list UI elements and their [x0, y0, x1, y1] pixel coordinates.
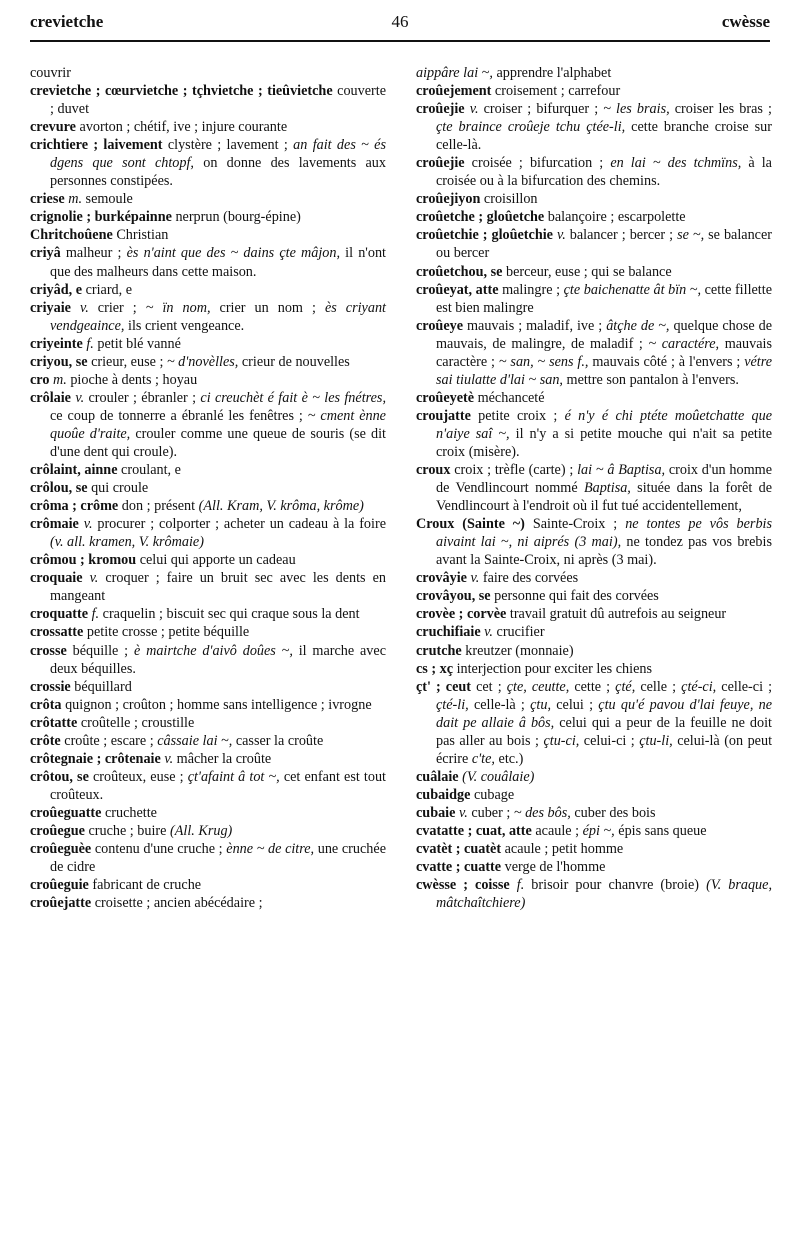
headword: croux — [416, 462, 451, 479]
definition-text: malheur ; — [60, 245, 127, 262]
headword: croûeyetè — [416, 389, 475, 406]
running-head-first-entry: crevietche — [30, 12, 104, 31]
dictionary-entry — [30, 894, 386, 912]
definition-text: celle ; — [635, 678, 682, 695]
headword: criyâ — [30, 245, 61, 262]
dictionary-entry — [30, 479, 386, 497]
dictionary-entry — [30, 822, 386, 840]
dictionary-entry — [30, 732, 386, 750]
dictionary-entry — [30, 605, 386, 623]
definition-text: croix ; trèfle (carte) ; — [450, 462, 578, 479]
page-header — [30, 12, 770, 38]
italic-text: f. — [509, 877, 525, 894]
dictionary-entry — [416, 515, 772, 569]
definition-text: se balancer ou bercer — [436, 227, 772, 262]
headword: croûegue — [30, 822, 85, 839]
italic-text: v. — [464, 101, 479, 118]
definition-text: couverte ; duvet — [50, 83, 386, 118]
italic-text: f. — [88, 606, 100, 623]
headword: cro — [30, 371, 50, 388]
dictionary-entry — [30, 371, 386, 389]
definition-text: il n'y a si petite mouche qui n'ait sa petite croix (misère). — [436, 425, 772, 460]
italic-text: çté-ci, — [681, 678, 717, 695]
dictionary-entry — [30, 226, 386, 244]
headword: croûeguatte — [30, 804, 102, 821]
definition-text: croquer ; faire un bruit sec avec les dents en mangeant — [50, 570, 386, 605]
italic-text: aippâre lai ~, — [416, 65, 493, 81]
definition-text: fabricant de cruche — [88, 877, 202, 894]
italic-text: çtu, — [530, 696, 552, 713]
italic-text: (v. all. kramen, V. krômaie) — [50, 534, 204, 551]
headword: crovâyou, se — [416, 588, 491, 605]
italic-text: ès n'aint que des ~ dains çte mâjon, — [126, 245, 341, 262]
headword: crôlaie — [30, 389, 71, 406]
italic-text: çt'afaint â tot ~, — [187, 768, 280, 785]
dictionary-entry — [30, 569, 386, 605]
headword: cvatatte ; cuat, atte — [416, 822, 532, 839]
headword: cwèsse ; coisse — [416, 877, 510, 894]
definition-text: celle-là ; — [468, 696, 531, 713]
definition-text: celui-ci ; — [579, 732, 640, 749]
definition-text: balancer ; bercer ; — [565, 227, 678, 244]
definition-text: mauvais côté ; à l'envers ; — [588, 353, 745, 370]
headword: criese — [30, 191, 65, 208]
headword: crossatte — [30, 624, 84, 641]
dictionary-entry — [416, 389, 772, 407]
definition-text: croiser les bras ; — [669, 101, 772, 118]
definition-text: apprendre l'alphabet — [492, 65, 612, 81]
definition-text: malingre ; — [498, 281, 564, 298]
definition-text: croisillon — [480, 191, 538, 208]
dictionary-entry — [416, 623, 772, 641]
definition-text: verge de l'homme — [501, 859, 606, 876]
dictionary-entry — [416, 569, 772, 587]
headword: crôte — [30, 732, 61, 749]
dictionary-entry — [30, 714, 386, 732]
definition-text: béquillard — [70, 678, 132, 695]
definition-text: brisoir pour chanvre (broie) — [524, 877, 707, 894]
definition-text: ce coup de tonnerre a ébranlé les fenêtres ; — [50, 407, 308, 424]
headword: croûetchie ; gloûetchie — [416, 227, 553, 244]
dictionary-entry — [30, 136, 386, 190]
headword: cs ; xç — [416, 660, 454, 677]
definition-text: petite crosse ; petite béquille — [83, 624, 250, 641]
definition-text: kreutzer (monnaie) — [461, 642, 574, 659]
definition-text: ils crient vengeance. — [124, 317, 245, 334]
page-number: 46 — [391, 12, 409, 31]
headword: crutche — [416, 642, 462, 659]
italic-text: è mairtche d'aivô doûes ~, — [133, 642, 293, 659]
headword: crôlaint, ainne — [30, 462, 118, 479]
definition-text: petit blé vanné — [93, 335, 181, 352]
dictionary-entry — [416, 605, 772, 623]
headword: croûeguie — [30, 877, 89, 894]
header-rule — [30, 40, 770, 42]
definition-text: croisette ; ancien abécédaire ; — [91, 895, 263, 912]
italic-text: an fait des ~ és dgens que sont chtopf, — [50, 137, 387, 172]
headword: croûeye — [416, 317, 464, 334]
definition-text: etc.) — [494, 750, 524, 767]
dictionary-entry — [30, 64, 386, 82]
definition-text: nerprun (bourg-épine) — [171, 209, 301, 226]
definition-text: semoule — [82, 191, 133, 208]
definition-text: contenu d'une cruche ; — [91, 841, 227, 858]
running-head-last-entry: cwèsse — [721, 12, 770, 31]
headword: cubaie — [416, 804, 456, 821]
dictionary-entry — [30, 804, 386, 822]
italic-text: çtu-li, — [639, 732, 673, 749]
definition-text: celui qui a peur de la feuille ne doit pas aller au bois ; — [436, 714, 772, 749]
headword: crovâyie — [416, 570, 467, 587]
headword: crôta — [30, 696, 62, 713]
definition-text: personne qui fait des corvées — [490, 588, 659, 605]
definition-text: croûtelle ; croustille — [77, 714, 195, 731]
italic-text: ~ d'novèlles, — [166, 353, 239, 370]
italic-text: é n'y é chi ptéte moûetchatte que n'aiye saî ~, — [436, 407, 773, 442]
headword: croquaie — [30, 570, 83, 587]
definition-text: épis sans queue — [614, 822, 707, 839]
definition-text: il n'ont que des malheurs dans cette maison. — [50, 245, 386, 280]
dictionary-entry — [30, 353, 386, 371]
dictionary-entry — [30, 299, 386, 335]
definition-text: acaule ; petit homme — [501, 841, 624, 858]
italic-text: v. — [70, 389, 85, 406]
italic-text: ~ ïn nom, — [145, 299, 211, 316]
definition-text: méchanceté — [474, 389, 545, 406]
definition-text: procurer ; colporter ; acheter un cadeau à la foire — [92, 516, 386, 533]
dictionary-entry — [416, 190, 772, 208]
definition-text: avorton ; chétif, ive ; injure courante — [75, 119, 288, 136]
dictionary-entry — [30, 750, 386, 768]
italic-text: ès criyant vendgeaince, — [50, 299, 386, 334]
italic-text: çte braince croûeje tchu çtée-li, — [436, 119, 626, 136]
dictionary-entry — [30, 82, 386, 118]
definition-text: celui qui apporte un cadeau — [136, 552, 296, 569]
dictionary-entry — [30, 208, 386, 226]
headword: cvatèt ; cuatèt — [416, 841, 502, 858]
dictionary-entry — [30, 118, 386, 136]
headword: crovèe ; corvèe — [416, 606, 507, 623]
definition-text: ne tondez pas vos brebis avant la Sainte-Croix, ni après (3 mai). — [436, 534, 772, 569]
italic-text: çté-li, — [436, 696, 469, 713]
dictionary-entry — [30, 678, 386, 696]
italic-text: çte, ceutte, — [506, 678, 570, 695]
dictionary-entry — [30, 497, 386, 515]
definition-text: à la croisée ou à la bifurcation des chemins. — [436, 155, 772, 190]
italic-text: çtu-ci, — [543, 732, 580, 749]
definition-text: cuber des bois — [570, 804, 656, 821]
dictionary-entry — [30, 623, 386, 641]
definition-text: balançoire ; escarpolette — [544, 209, 686, 226]
dictionary-entry — [30, 840, 386, 876]
definition-text: croûte ; escare ; — [60, 732, 158, 749]
italic-text: v. — [70, 299, 89, 316]
headword: criyaie — [30, 299, 71, 316]
headword: croûeyat, atte — [416, 281, 499, 298]
italic-text: ~ les brais, — [603, 101, 670, 118]
definition-text: on donne des lavements aux personnes constipées. — [50, 155, 386, 190]
headword: crômaie — [30, 516, 79, 533]
italic-text: épi ~, — [582, 822, 615, 839]
definition-text: cet ; — [471, 678, 507, 695]
definition-text: quignon ; croûton ; homme sans intelligence ; ivrogne — [61, 696, 372, 713]
definition-text: cruchette — [101, 804, 157, 821]
definition-text: celui ; — [551, 696, 599, 713]
italic-text: ~ des bôs, — [513, 804, 571, 821]
italic-text: v. — [160, 750, 174, 767]
definition-text: craquelin ; biscuit sec qui craque sous la dent — [99, 606, 360, 623]
definition-text: croûteux, euse ; — [88, 768, 188, 785]
italic-text: ~ caractére, — [648, 335, 720, 352]
headword: crôlou, se — [30, 480, 88, 497]
dictionary-entry — [416, 786, 772, 804]
definition-text: crier un nom ; — [210, 299, 325, 316]
headword: croûejie — [416, 101, 465, 118]
headword: croûetche ; gloûetche — [416, 209, 545, 226]
italic-text: v. — [82, 570, 99, 587]
italic-text: çtu qu'é pavou d'lai feuye, ne dait pe allaie â bôs, — [436, 696, 773, 731]
italic-text: ~ cment ènne quoûe d'raite, — [50, 407, 386, 442]
italic-text: ènne ~ de citre, — [226, 841, 315, 858]
definition-text: crucifier — [492, 624, 545, 641]
italic-text: vétre sai tiulatte d'lai ~ san, — [436, 353, 773, 388]
headword: crossie — [30, 678, 71, 695]
dictionary-entry — [416, 226, 772, 262]
dictionary-entry — [416, 100, 772, 154]
headword: croujatte — [416, 407, 471, 424]
definition-text: il marche avec deux béquilles. — [50, 642, 386, 677]
dictionary-entry — [416, 461, 772, 515]
italic-text: v. — [455, 804, 468, 821]
definition-text: petite croix ; — [470, 407, 565, 424]
italic-text: ne tontes pe vôs berbis aivaint lai ~, ni aiprés (3 mai), — [436, 516, 772, 551]
definition-text: berceur, euse ; qui se balance — [502, 263, 672, 280]
dictionary-entry — [416, 64, 772, 82]
definition-text: casser la croûte — [232, 732, 324, 749]
headword: croûejie — [416, 155, 465, 172]
dictionary-entry — [416, 660, 772, 678]
dictionary-entry — [416, 587, 772, 605]
dictionary-entry — [416, 840, 772, 858]
headword: crôtegnaie ; crôtenaie — [30, 750, 161, 767]
italic-text: lai ~ â Baptisa, — [577, 462, 666, 479]
definition-text: croisement ; carrefour — [491, 83, 621, 100]
definition-text: croiser ; bifurquer ; — [478, 101, 604, 118]
dictionary-entry — [416, 804, 772, 822]
italic-text: ci creuchèt é fait è ~ les fnétres, — [200, 389, 386, 406]
dictionary-entry — [416, 768, 772, 786]
italic-text: (All. Krug) — [170, 822, 233, 839]
dictionary-entry — [416, 822, 772, 840]
definition-text: faire des corvées — [479, 570, 579, 587]
headword: croûejement — [416, 83, 492, 100]
definition-text: croisée ; bifurcation ; — [464, 155, 611, 172]
definition-text: mâcher la croûte — [173, 750, 272, 767]
headword: croûeguèe — [30, 841, 92, 858]
italic-text: câssaie lai ~, — [157, 732, 233, 749]
definition-text: Sainte-Croix ; — [524, 516, 626, 533]
headword: crôma ; crôme — [30, 498, 119, 515]
italic-text: m. — [49, 371, 67, 388]
definition-text: criard, e — [82, 281, 133, 298]
definition-text: croulant, e — [117, 462, 181, 479]
dictionary-entry — [30, 551, 386, 569]
dictionary-entry — [30, 696, 386, 714]
dictionary-entry — [416, 208, 772, 226]
definition-text: cette ; — [569, 678, 616, 695]
headword: crichtiere ; laivement — [30, 137, 163, 154]
dictionary-entry — [416, 317, 772, 389]
italic-text: (V. couâlaie) — [458, 768, 535, 785]
definition-text: celle-ci ; — [716, 678, 773, 695]
dictionary-entry — [416, 263, 772, 281]
dictionary-entry — [30, 281, 386, 299]
definition-text: travail gratuit dû autrefois au seigneur — [506, 606, 727, 623]
definition-text: crouler comme une queue de souris (se dit d'une dent qui croule). — [50, 425, 386, 460]
italic-text: v. — [552, 227, 566, 244]
headword: criyou, se — [30, 353, 88, 370]
definition-text: croix d'un homme de Vendlincourt nommé — [436, 462, 772, 497]
definition-text: cette fillette est bien malingre — [436, 281, 772, 316]
italic-text: m. — [64, 191, 82, 208]
headword: Croux (Sainte ~) — [416, 516, 525, 533]
headword: croûetchou, se — [416, 263, 503, 280]
definition-text: mauvais caractère ; — [436, 335, 772, 370]
definition-text: crieur, euse ; — [87, 353, 167, 370]
right-column — [416, 64, 772, 912]
italic-text: se ~, — [677, 227, 705, 244]
definition-text: pioche à dents ; hoyau — [66, 371, 198, 388]
definition-text: cuber ; — [467, 804, 514, 821]
definition-text: cette branche croise sur celle-là. — [436, 119, 772, 154]
italic-text: c'te, — [471, 750, 495, 767]
dictionary-entry — [30, 190, 386, 208]
dictionary-entry — [416, 407, 772, 461]
italic-text: en lai ~ des tchmïns, — [610, 155, 742, 172]
definition-text: béquille ; — [66, 642, 134, 659]
definition-text: quelque chose de mauvais, de malingre, de maladif ; — [436, 317, 772, 352]
definition-text: interjection pour exciter les chiens — [453, 660, 652, 677]
dictionary-entry — [416, 82, 772, 100]
headword: Chritchoûene — [30, 227, 113, 244]
definition-text: située dans la forêt de Vendlincourt à l'endroit où il fut tué accidentellement, — [436, 480, 772, 515]
definition-text: crouler ; ébranler ; — [84, 389, 201, 406]
left-column — [30, 64, 386, 912]
dictionary-entry — [30, 876, 386, 894]
definition-text: acaule ; — [531, 822, 583, 839]
dictionary-entry — [416, 678, 772, 768]
definition-text: mettre son pantalon à l'envers. — [562, 371, 739, 388]
italic-text: Baptisa, — [583, 480, 631, 497]
headword: croquatte — [30, 606, 89, 623]
headword: croûejatte — [30, 895, 92, 912]
headword: cuâlaie — [416, 768, 459, 785]
italic-text: ~ san, ~ sens f., — [498, 353, 589, 370]
dictionary-entry — [416, 642, 772, 660]
dictionary-entry — [416, 154, 772, 190]
italic-text: çté, — [615, 678, 636, 695]
headword: cubaidge — [416, 786, 471, 803]
definition-text: cruche ; buire — [84, 822, 170, 839]
definition-text: qui croule — [87, 480, 149, 497]
italic-text: v. — [480, 624, 493, 641]
dictionary-entry — [30, 244, 386, 280]
italic-text: (V. braque, mâtchaîtchiere) — [436, 877, 772, 912]
dictionary-entry — [416, 858, 772, 876]
italic-text: v. — [78, 516, 93, 533]
headword: crosse — [30, 642, 67, 659]
italic-text: f. — [82, 335, 94, 352]
definition-text: crier ; — [88, 299, 146, 316]
headword: crevure — [30, 119, 76, 136]
dictionary-entry — [30, 335, 386, 353]
headword: cvatte ; cuatte — [416, 859, 502, 876]
italic-text: âtçhe de ~, — [606, 317, 670, 334]
headword: criyeinte — [30, 335, 83, 352]
dictionary-entry — [30, 768, 386, 804]
dictionary-entry — [30, 389, 386, 461]
definition-text: crieur de nouvelles — [238, 353, 350, 370]
dictionary-entry — [416, 876, 772, 912]
headword: crôtatte — [30, 714, 78, 731]
dictionary-entry — [30, 461, 386, 479]
headword: çt' ; ceut — [416, 678, 472, 695]
definition-text: clystère ; lavement ; — [162, 137, 294, 154]
definition-text: don ; présent — [118, 498, 199, 515]
dictionary-entry — [30, 515, 386, 551]
headword: croûejiyon — [416, 191, 481, 208]
dictionary-entry — [416, 281, 772, 317]
italic-text: v. — [466, 570, 480, 587]
definition-text: cubage — [470, 786, 515, 803]
italic-text: (All. Kram, V. krôma, krôme) — [198, 498, 364, 515]
headword: crevietche ; cœurvietche ; tçhvietche ; tieûvietche — [30, 83, 333, 100]
dictionary-entry — [30, 642, 386, 678]
definition-text: cet enfant est tout croûteux. — [50, 768, 386, 803]
headword: crôtou, se — [30, 768, 89, 785]
headword: crômou ; kromou — [30, 552, 137, 569]
definition-text: une cruchée de cidre — [50, 841, 386, 876]
definition-text: mauvais ; maladif, ive ; — [463, 317, 607, 334]
definition-text: couvrir — [30, 65, 71, 81]
headword: cruchifiaie — [416, 624, 481, 641]
headword: crignolie ; burképainne — [30, 209, 172, 226]
italic-text: çte baichenatte ât bïn ~, — [563, 281, 702, 298]
definition-text: Christian — [112, 227, 169, 244]
headword: criyâd, e — [30, 281, 83, 298]
definition-text: celui-là (on peut écrire — [436, 732, 773, 767]
